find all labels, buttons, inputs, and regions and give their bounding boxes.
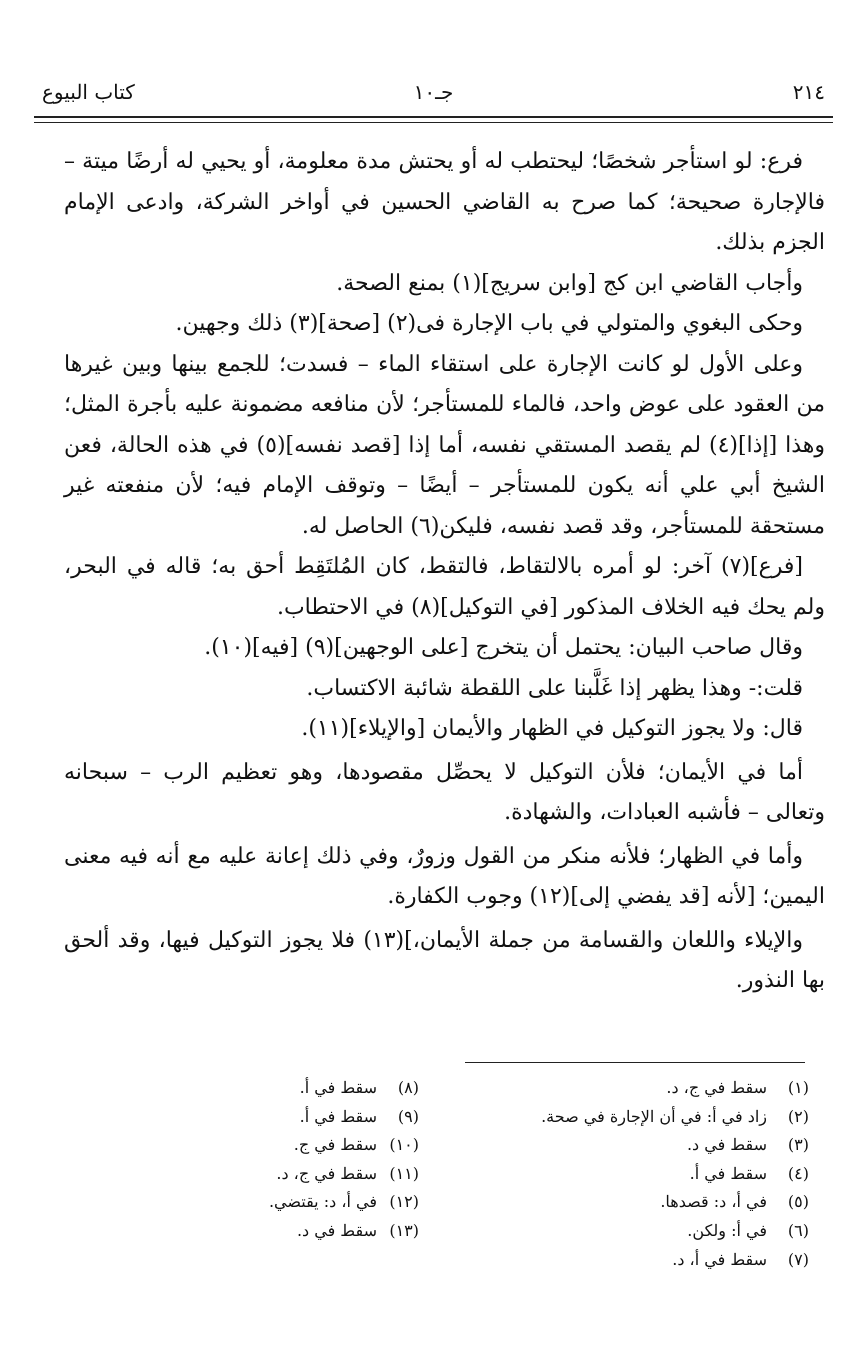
paragraph: قلت:- وهذا يظهر إذا غَلَّبنا على اللقطة شائبة الاكتساب.: [306, 675, 803, 701]
book-title: كتاب البيوع: [42, 80, 135, 104]
paragraph: [فرع](٧) آخر: لو أمره بالالتقاط، فالتقط، كان المُلتَقِط أحق به؛ قاله في البحر، ولم يحك فيه الخلاف المذكور [في التوكيل](٨) في الاحتطاب.: [64, 554, 825, 620]
footnote: (٣)سقط في د.: [686, 1135, 809, 1155]
footnote: (١٠)سقط في ج.: [293, 1135, 419, 1155]
page-number: ٢١٤: [792, 80, 825, 104]
footnote: (٤)سقط في أ.: [689, 1163, 809, 1183]
footnote-separator: [465, 1062, 805, 1063]
paragraph: وحكى البغوي والمتولي في باب الإجارة فى(٢) [صحة](٣) ذلك وجهين.: [175, 311, 803, 336]
page-header: [34, 80, 833, 114]
main-text: [64, 142, 825, 1002]
paragraph: وقال صاحب البيان: يحتمل أن يتخرج [على الوجهين](٩) [فيه](١٠).: [204, 635, 803, 660]
paragraph: أما في الأيمان؛ فلأن التوكيل لا يحصِّل مقصودها، وهو تعظيم الرب – سبحانه وتعالى – فأشبه العبادات، والشهادة.: [64, 759, 825, 825]
footnote: (٥)في أ، د: قصدها.: [660, 1192, 809, 1212]
footnote: (١٢)في أ، د: يقتضي.: [268, 1192, 419, 1212]
paragraph: وأجاب القاضي ابن كج [وابن سريج](١) بمنع الصحة.: [336, 270, 803, 296]
paragraph: وعلى الأول لو كانت الإجارة على استقاء الماء – فسدت؛ للجمع بينها وبين غيرها من العقود على عوض واحد، فالماء للمستأجر؛ لأن منافعه مضمونة عليه بأجرة المثل؛ وهذا [إذا](٤) لم يقصد المستقي نفسه، أما إذا [قصد نفسه](٥) في هذه الحالة، فعن الشيخ أبي علي أنه يكون للمستأجر – أيضًا – وتوقف الإمام فيه؛ لأن منفعته غير مستحقة للمستأجر، وقد قصد نفسه، فليكن(٦) الحاصل له.: [64, 351, 825, 539]
footnote: (٢)زاد في أ: في أن الإجارة في صحة.: [541, 1106, 809, 1126]
footnotes-column-right: [439, 1074, 809, 1274]
footnote: (١)سقط في ج، د.: [666, 1078, 809, 1097]
footnote: (٨)سقط في أ.: [299, 1078, 419, 1097]
header-rule-thick: [34, 116, 833, 118]
footnotes-column-left: [169, 1074, 419, 1246]
footnote: (٦)في أ: ولكن.: [687, 1220, 809, 1240]
volume-label: جـ١٠: [413, 80, 454, 104]
paragraph: قال: ولا يجوز التوكيل في الظهار والأيمان [والإيلاء](١١).: [301, 716, 803, 741]
footnote: (٧)سقط في أ، د.: [672, 1249, 809, 1269]
footnote: (٩)سقط في أ.: [299, 1106, 419, 1126]
paragraph: والإيلاء واللعان والقسامة من جملة الأيمان،](١٣) فلا يجوز التوكيل فيها، وقد ألحق بها النذور.: [64, 927, 825, 993]
footnote: (١٣)سقط في د.: [296, 1220, 419, 1240]
paragraph: وأما في الظهار؛ فلأنه منكر من القول وزورٌ، وفي ذلك إعانة عليه مع أنه فيه معنى اليمين؛ [لأنه [قد يفضي إلى](١٢) وجوب الكفارة.: [64, 843, 825, 909]
paragraph: فرع: لو استأجر شخصًا؛ ليحتطب له أو يحتش مدة معلومة، أو يحيي له أرضًا ميتة – فالإجارة صحيحة؛ كما صرح به القاضي الحسين في أواخر الشركة، وادعى الإمام الجزم بذلك.: [64, 149, 825, 255]
footnote: (١١)سقط في ج، د.: [276, 1163, 419, 1183]
header-rule-thin: [34, 122, 833, 123]
